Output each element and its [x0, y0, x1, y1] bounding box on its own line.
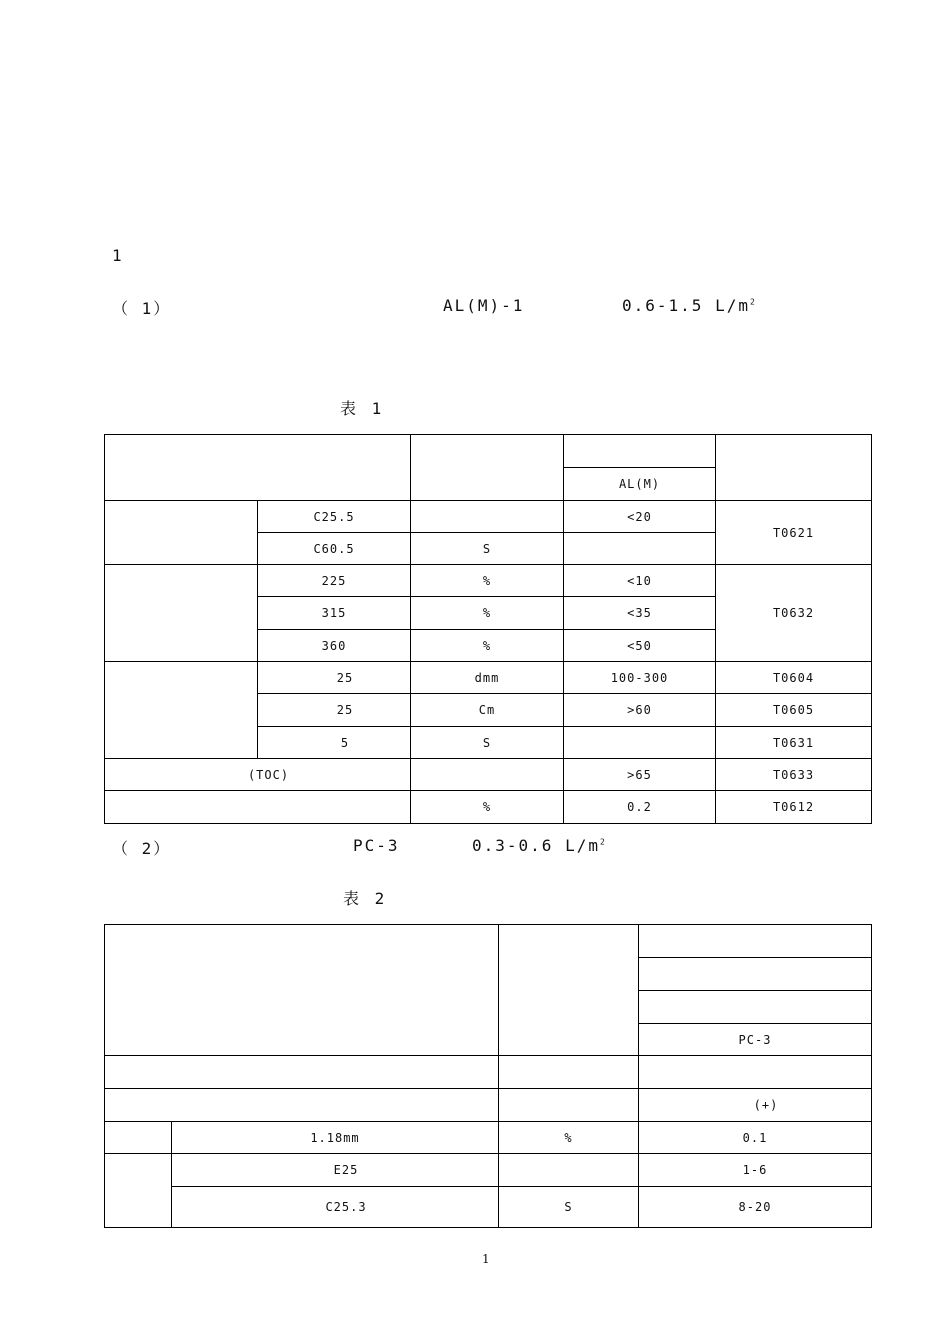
t2-cell: 1.18mm [172, 1122, 499, 1154]
t1-method-cell: T0604 [716, 662, 872, 694]
t1-cell [564, 727, 716, 759]
t1-cell: S [411, 533, 564, 565]
t1-cell [411, 759, 564, 791]
t1-header-unit [411, 435, 564, 501]
t1-cell: >65 [564, 759, 716, 791]
t1-cell: 0.2 [564, 791, 716, 824]
t1-group-cell [105, 565, 258, 662]
t1-method-cell: T0631 [716, 727, 872, 759]
t1-cell: >60 [564, 694, 716, 727]
t1-method-cell: T0633 [716, 759, 872, 791]
t1-cell: C60.5 [258, 533, 411, 565]
t1-header-method [716, 435, 872, 501]
t1-method-cell: T0621 [716, 501, 872, 565]
t2-cell: E25 [172, 1154, 499, 1187]
t1-cell: 5 [258, 727, 411, 759]
t2-cell: (+) [639, 1089, 872, 1122]
t2-cell [105, 1122, 172, 1154]
t2-cell [639, 1056, 872, 1089]
t1-cell: 315 [258, 597, 411, 630]
t1-cell: <20 [564, 501, 716, 533]
t1-cell: Cm [411, 694, 564, 727]
t1-method-cell: T0605 [716, 694, 872, 727]
t1-cell [411, 501, 564, 533]
t2-cell: 0.1 [639, 1122, 872, 1154]
table-1-caption: 表 1 [340, 399, 385, 418]
t2-cell [499, 1056, 639, 1089]
t1-cell: dmm [411, 662, 564, 694]
t1-cell: 100-300 [564, 662, 716, 694]
t1-header-type-top [564, 435, 716, 468]
paragraph-2-dosage: 0.3-0.6 $L/m^2$ [472, 836, 607, 855]
t2-cell: 1-6 [639, 1154, 872, 1187]
t2-header-type [639, 925, 872, 958]
t2-cell [499, 1154, 639, 1187]
t1-header-type: AL(M) [564, 468, 716, 501]
t2-header-item [105, 925, 499, 1056]
t1-group-cell [105, 501, 258, 565]
t1-cell: (TOC) [105, 759, 411, 791]
t1-method-cell: T0632 [716, 565, 872, 662]
t1-group-cell [105, 662, 258, 759]
t2-header-type [639, 991, 872, 1024]
t1-cell: C25.5 [258, 501, 411, 533]
t2-header-unit [499, 925, 639, 1056]
t1-cell: % [411, 630, 564, 662]
t2-cell [105, 1056, 499, 1089]
t1-cell: <50 [564, 630, 716, 662]
t2-cell: % [499, 1122, 639, 1154]
page-number: 1 [482, 1252, 490, 1266]
t1-cell: 25 [258, 662, 411, 694]
t2-header-type [639, 958, 872, 991]
t1-cell: 25 [258, 694, 411, 727]
table-1 [104, 434, 872, 824]
t1-cell: % [411, 565, 564, 597]
subsection-heading: 1 [112, 246, 124, 265]
t2-cell: 8-20 [639, 1187, 872, 1228]
t1-cell: <35 [564, 597, 716, 630]
paragraph-1-product: AL(M)-1 [443, 296, 525, 315]
t2-cell [499, 1089, 639, 1122]
t2-cell: S [499, 1187, 639, 1228]
t1-cell [105, 791, 411, 824]
t1-cell: 225 [258, 565, 411, 597]
t2-group-cell [105, 1154, 172, 1228]
paragraph-2-product: PC-3 [353, 836, 400, 855]
paragraph-1-start: （ 1） [112, 299, 172, 318]
paragraph-1-dosage: 0.6-1.5 $L/m^2$ [622, 296, 757, 315]
t1-cell: <10 [564, 565, 716, 597]
t2-cell: C25.3 [172, 1187, 499, 1228]
t1-header-item [105, 435, 411, 501]
t1-cell [564, 533, 716, 565]
t2-header-type: PC-3 [639, 1024, 872, 1056]
t1-cell: S [411, 727, 564, 759]
t1-cell: 360 [258, 630, 411, 662]
t1-cell: % [411, 791, 564, 824]
table-2-caption: 表 2 [343, 889, 388, 908]
paragraph-2-start: （ 2） [112, 839, 172, 858]
table-2 [104, 924, 872, 1228]
t1-cell: % [411, 597, 564, 630]
t2-cell [105, 1089, 499, 1122]
t1-method-cell: T0612 [716, 791, 872, 824]
